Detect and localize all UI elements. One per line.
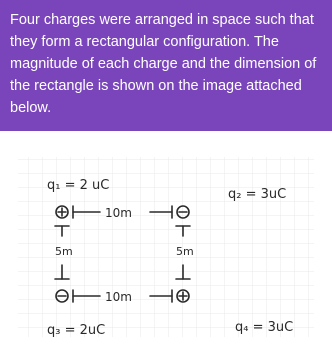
question-banner: [0, 0, 332, 131]
charge-q4-icon: [177, 290, 189, 302]
charge-q1-icon: [56, 206, 68, 218]
right-dimension-label: 5m: [176, 245, 194, 258]
bottom-dimension-label: 10m: [105, 290, 132, 304]
top-dimension-label: 10m: [105, 206, 132, 220]
q3-label: q₃ = 2uC: [47, 323, 106, 338]
q4-label: q₄ = 3uC: [235, 320, 294, 335]
q2-label: q₂ = 3uC: [228, 187, 287, 202]
question-text: Four charges were arranged in space such that they form a rectangular configuration. The magnitude of each charge and the dimension of the rectangle is shown on the image attached below.: [10, 12, 317, 116]
q1-label: q₁ = 2 uC: [47, 178, 110, 193]
left-dimension-label: 5m: [55, 245, 73, 258]
charge-diagram: [0, 131, 332, 353]
diagram-svg: [0, 131, 332, 353]
